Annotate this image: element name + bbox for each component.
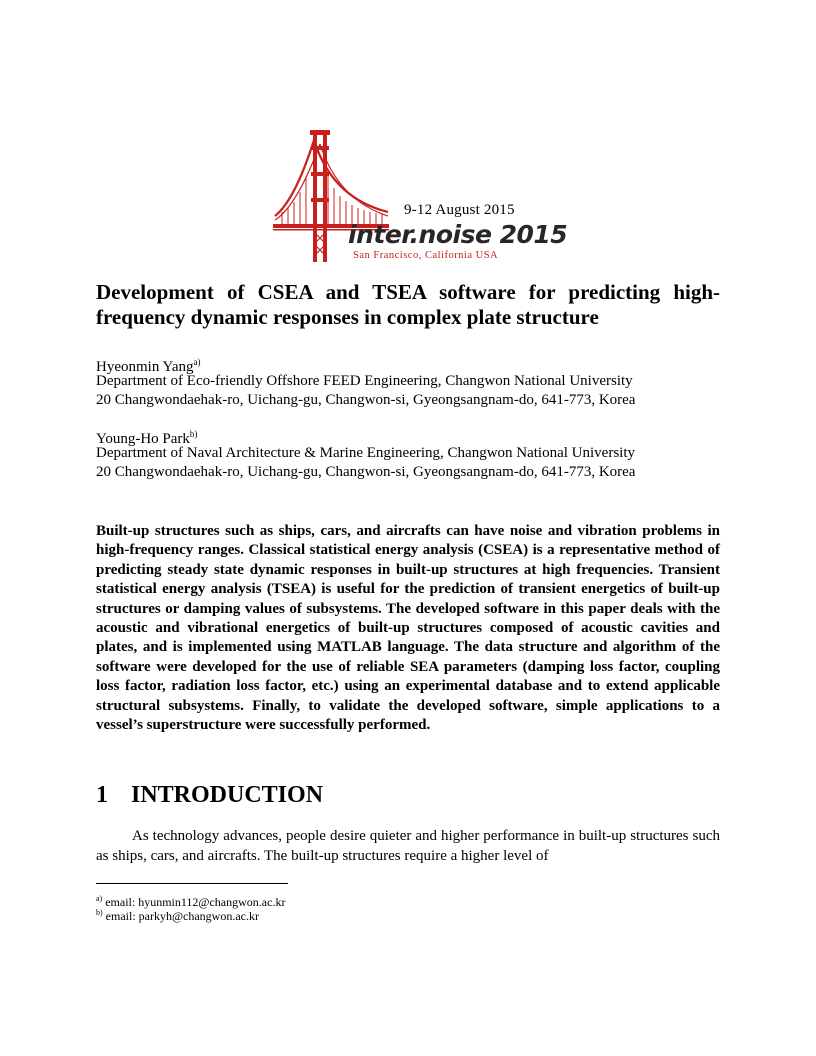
conference-logo — [270, 128, 568, 268]
author-mark: a) — [193, 357, 201, 367]
author-address: 20 Changwondaehak-ro, Uichang-gu, Changwon-si, Gyeongsangnam-do, 641-773, Korea — [96, 464, 636, 480]
conference-location: San Francisco, California USA — [353, 250, 499, 261]
section-title: INTRODUCTION — [131, 782, 324, 808]
author-name: Hyeonmin Yang$^{a)}$ — [96, 357, 201, 375]
footnote-divider — [96, 883, 288, 884]
author-department: Department of Eco-friendly Offshore FEED Engineering, Changwon National University — [96, 373, 633, 389]
author-department: Department of Naval Architecture & Marine Engineering, Changwon National University — [96, 445, 636, 461]
conference-date: 9-12 August 2015 — [404, 202, 515, 218]
author-name: Young-Ho Park$^{b)}$ — [96, 429, 198, 447]
body-paragraph: As technology advances, people desire quieter and higher performance in built-up structures such as ships, cars, and aircrafts. The built-up structures require a higher level of — [96, 828, 720, 864]
footnote-mark: b) — [96, 908, 103, 917]
author-mark: b) — [189, 429, 198, 439]
conference-brand: inter.noise 2015 — [348, 220, 568, 249]
footnote — [96, 906, 259, 923]
paper-title: Development of CSEA and TSEA software for predicting high-frequency dynamic responses in complex plate structure — [96, 280, 720, 329]
footnote-text: email: hyunmin112@changwon.ac.kr — [105, 895, 286, 909]
author-address: 20 Changwondaehak-ro, Uichang-gu, Changwon-si, Gyeongsangnam-do, 641-773, Korea — [96, 392, 636, 408]
section-heading — [96, 782, 323, 809]
abstract: Built-up structures such as ships, cars, and aircrafts can have noise and vibration problems in high-frequency ranges. Classical statistical energy analysis (CSEA) is a representative method of predicting steady state dynamic responses in built-up structures at high frequencies. Transient statistical energy analysis (TSEA) is useful for the prediction of transient energetics of built-up structures or damping values of subsystems. The developed software in this paper deals with the acoustic and vibrational energetics of built-up structures composed of acoustic cavities and plates, and is implemented using MATLAB language. The data structure and algorithm of the software were developed for the use of reliable SEA parameters (damping loss factor, coupling loss factor, radiation loss factor, etc.) using an experimental database and to extend applicable structural subsystems. Finally, to validate the developed software, simple applications to a vessel’s superstructure were successfully performed. — [96, 523, 720, 734]
footnote-text: email: parkyh@changwon.ac.kr — [105, 909, 259, 923]
footnote-mark: a) — [96, 894, 103, 903]
section-number: 1 — [96, 782, 108, 808]
